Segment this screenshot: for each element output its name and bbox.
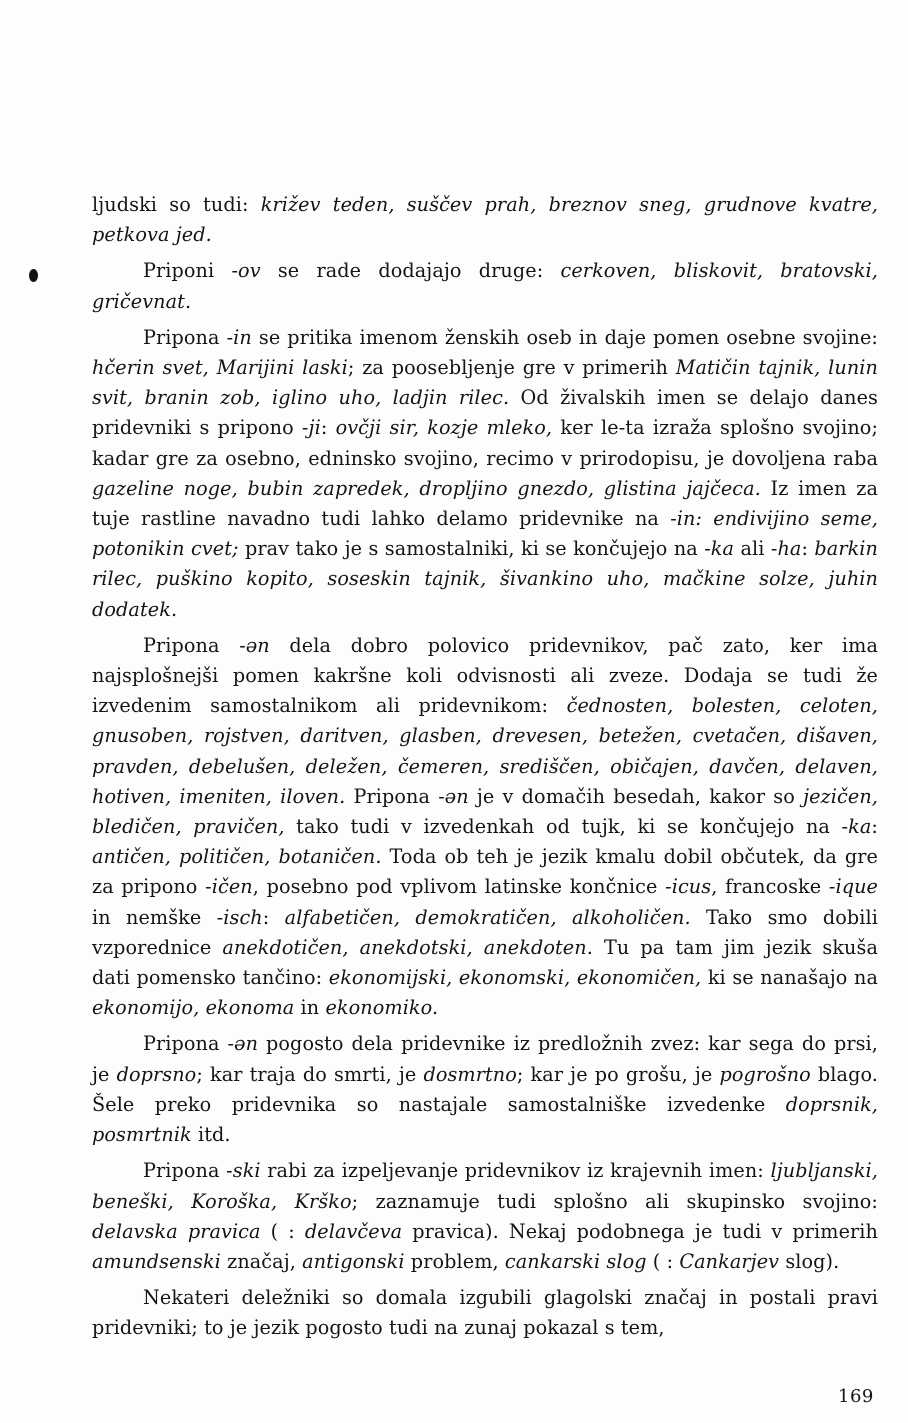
body-segment: Pripona - <box>143 325 234 349</box>
body-segment: blago. Šele preko pridevnika so nastajale samostalniške izvedenke <box>92 1062 878 1116</box>
body-segment: : <box>320 416 336 440</box>
body-segment: Pripona - <box>143 1159 233 1183</box>
example-text: icus <box>671 875 712 899</box>
body-segment: Nekateri deležniki so domala izgubili glagolski značaj in postali pravi pridevniki; to je jezik pogosto tudi na zunaj pokazal s tem, <box>92 1286 878 1340</box>
body-text <box>92 190 878 1350</box>
example-text: amundsenski <box>92 1249 221 1273</box>
body-segment: in <box>294 996 326 1020</box>
body-segment: slog). <box>779 1249 840 1273</box>
example-text: ka <box>710 537 735 561</box>
body-segment: se rade dodajajo druge: <box>260 259 561 283</box>
example-text: Cankarjev <box>679 1249 780 1273</box>
example-text: gazeline noge, bubin zapredek, dropljino gnezdo, glistina jajčeca. <box>92 476 761 500</box>
body-segment: ljudski so tudi: <box>92 193 261 216</box>
example-text: ique <box>835 875 879 899</box>
body-segment: ki se nanašajo na <box>701 966 879 990</box>
example-text: antigonski <box>302 1249 405 1273</box>
example-text: ka <box>848 815 872 839</box>
example-text: jezičen, bledičen, pravičen, <box>92 784 878 839</box>
example-text: ha <box>777 537 802 561</box>
body-segment: se pritika imenom ženskih oseb in daje pomen osebne svojine: <box>251 325 878 349</box>
example-text: ski <box>232 1159 261 1183</box>
example-text: Matičin tajnik, lunin svit, branin zob, iglino uho, ladjin rilec. <box>92 356 878 410</box>
example-text: ən <box>245 633 270 657</box>
example-text: ekonomijo, ekonoma <box>92 996 295 1020</box>
body-segment: itd. <box>191 1123 231 1147</box>
body-segment: prav tako je s samostalniki, ki se končujejo na - <box>238 537 711 561</box>
example-text: ekonomijski, ekonomski, ekonomičen, <box>328 966 702 990</box>
body-segment: rabi za izpeljevanje pridevnikov iz krajevnih imen: <box>260 1159 771 1183</box>
body-segment: problem, <box>404 1249 505 1273</box>
body-segment: ; zaznamuje tudi splošno ali skupinsko svojino: <box>351 1189 878 1213</box>
example-text: alfabetičen, demokratičen, alkoholičen. <box>284 905 691 929</box>
body-segment: značaj, <box>220 1249 303 1273</box>
body-segment: in nemške - <box>92 905 224 929</box>
body-segment: tako tudi v izvedenkah od tujk, ki se končujejo na - <box>284 815 849 839</box>
paragraph <box>92 190 878 250</box>
paragraph <box>92 1283 878 1343</box>
body-segment: Iz imen za tuje rastline navadno tudi lahko delamo pridevnike na - <box>92 476 879 531</box>
example-text: barkin rilec, puškino kopito, soseskin tajnik, šivankino uho, mačkine solze, juhin dodatek. <box>92 537 879 621</box>
example-text: ekonomiko. <box>325 996 439 1020</box>
body-segment: : <box>871 815 878 839</box>
example-text: ji <box>308 416 321 440</box>
body-segment: pogosto dela pridevnike iz predložnih zvez: kar sega do prsi, je <box>92 1032 878 1086</box>
body-segment: , francoske - <box>711 875 836 899</box>
example-text: dosmrtno <box>423 1062 517 1086</box>
example-text: ovčji sir, kozje mleko, <box>335 416 553 440</box>
example-text: pogrošno <box>719 1062 811 1086</box>
body-segment: ; kar je po grošu, je <box>516 1062 720 1086</box>
body-segment: , posebno pod vplivom latinske končnice - <box>252 875 672 899</box>
example-text: hčerin svet, Marijini laski <box>92 356 348 380</box>
body-segment: Tu pa tam jim jezik skuša dati pomensko tančino: <box>92 935 878 990</box>
example-text: ən <box>234 1032 259 1056</box>
body-segment: Od živalskih imen se delajo danes pridevniki s pripono - <box>92 386 878 440</box>
body-segment: Priponi - <box>143 259 239 283</box>
paragraph <box>92 323 878 625</box>
example-text: isch <box>223 905 263 929</box>
example-text: antičen, političen, botaničen. <box>92 845 382 869</box>
body-segment: : <box>262 905 285 929</box>
paragraph <box>92 631 878 1024</box>
margin-mark <box>29 269 38 282</box>
example-text: cerkoven, bliskovit, bratovski, gričevnat. <box>92 259 878 313</box>
paragraph <box>92 1156 878 1277</box>
body-segment: dela dobro polovico pridevnikov, pač zato, ker ima najsplošnejši pomen kakršne koli odvisnosti ali zveze. Dodaja se tudi že izvedenim samostalnikom ali pridevnikom: <box>92 633 878 718</box>
example-text: doprsnik, posmrtnik <box>92 1092 878 1147</box>
paragraph <box>92 1029 878 1150</box>
page-number: 169 <box>838 1386 874 1407</box>
example-text: in: endivijino seme, potonikin cvet; <box>92 507 878 561</box>
example-text: cankarski slog <box>504 1249 647 1273</box>
body-segment: ( : <box>260 1219 305 1243</box>
body-segment: Tako smo dobili vzporednice <box>92 905 878 959</box>
body-segment: Toda ob teh je jezik kmalu dobil občutek, da gre za pripono - <box>92 845 879 899</box>
body-segment: ali - <box>734 537 778 561</box>
example-text: in <box>233 325 252 349</box>
example-text: čednosten, bolesten, celoten, gnusoben, rojstven, daritven, glasben, drevesen, betežen, cvetačen, dišaven, pravden, debelušen, deležen, čemeren, središčen, običajen, davčen, delaven, hotiven, imeniten, iloven. <box>92 694 878 808</box>
example-text: ljubljanski, beneški, Koroška, Krško <box>92 1159 878 1213</box>
body-segment: ker le-ta izraža splošno svojino; kadar gre za osebno, edninsko svojino, recimo v prirodopisu, je dovoljena raba <box>92 416 879 470</box>
example-text: ən <box>444 784 469 808</box>
example-text: delavska pravica <box>92 1219 261 1243</box>
body-segment: ; za poosebljenje gre v primerih <box>347 356 676 380</box>
example-text: doprsno <box>116 1062 197 1086</box>
example-text: anekdotičen, anekdotski, anekdoten. <box>222 935 593 959</box>
body-segment: Pripona - <box>143 633 246 657</box>
example-text: delavčeva <box>304 1219 403 1243</box>
body-segment: ( : <box>646 1249 680 1273</box>
body-segment: Pripona - <box>345 784 445 808</box>
body-segment: Pripona - <box>143 1032 235 1056</box>
paragraph <box>92 256 878 316</box>
body-segment: pravica). Nekaj podobnega je tudi v primerih <box>402 1219 878 1243</box>
example-text: ov <box>238 259 261 283</box>
body-segment: je v domačih besedah, kakor so <box>468 784 804 808</box>
example-text: ičen <box>211 875 253 899</box>
body-segment: : <box>801 537 815 561</box>
example-text: križev teden, suščev prah, breznov sneg, grudnove kvatre, petkova jed. <box>92 193 878 247</box>
body-segment: ; kar traja do smrti, je <box>196 1062 424 1086</box>
